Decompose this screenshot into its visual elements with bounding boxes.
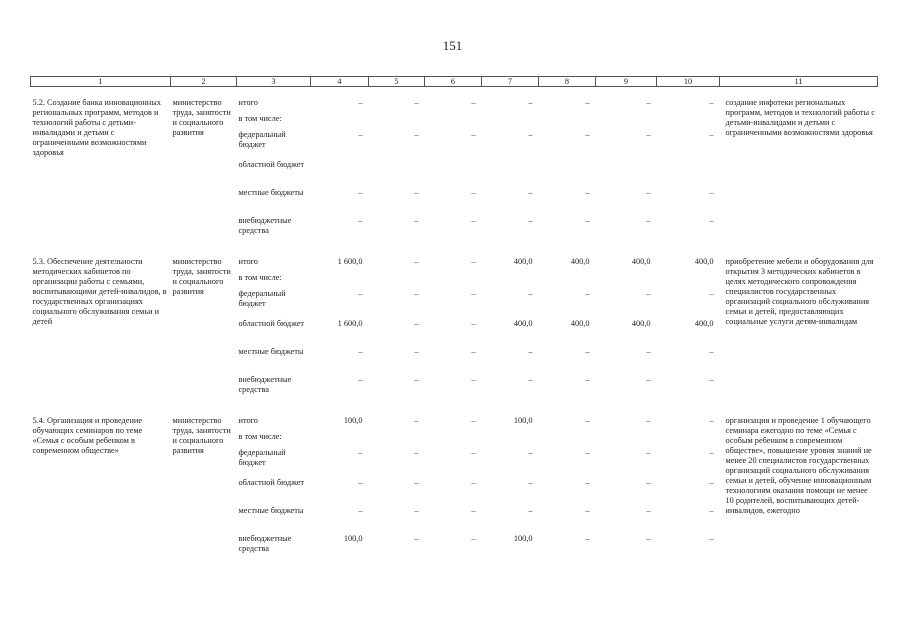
amount-cell <box>369 114 425 130</box>
section-spacer <box>31 246 878 257</box>
funding-source: федеральный бюджет <box>238 289 286 308</box>
amount-cell: – <box>709 130 714 139</box>
amount-cell <box>596 114 657 130</box>
section-spacer <box>31 87 878 99</box>
funding-source: в том числе: <box>238 273 282 282</box>
amount-cell <box>657 273 720 289</box>
amount-cell: – <box>585 506 590 515</box>
amount-cell: – <box>528 289 533 298</box>
funding-source: местные бюджеты <box>238 188 304 197</box>
funding-source: итого <box>238 416 258 425</box>
amount-cell: 400,0 <box>694 319 714 328</box>
amount-cell <box>425 273 482 289</box>
funding-source: внебюджетные средства <box>238 375 292 394</box>
amount-cell: 1 600,0 <box>337 319 363 328</box>
amount-cell <box>539 160 596 188</box>
amount-cell: 400,0 <box>694 257 714 266</box>
amount-cell: – <box>358 216 363 225</box>
executor-cell: министерство труда, занятости и социального развития <box>172 257 231 296</box>
amount-cell: 400,0 <box>513 257 533 266</box>
column-header: 3 <box>237 77 311 87</box>
amount-cell <box>369 273 425 289</box>
table-row <box>31 416 878 432</box>
section-spacer <box>31 405 878 416</box>
amount-cell: – <box>646 216 651 225</box>
amount-cell <box>539 432 596 448</box>
funding-source: областной бюджет <box>238 160 305 169</box>
amount-cell: – <box>709 289 714 298</box>
column-header: 2 <box>171 77 237 87</box>
amount-cell: – <box>646 416 651 425</box>
table-row <box>31 98 878 114</box>
amount-cell: – <box>585 416 590 425</box>
amount-cell <box>596 432 657 448</box>
amount-cell <box>311 114 369 130</box>
amount-cell: – <box>471 416 476 425</box>
amount-cell: – <box>646 478 651 487</box>
amount-cell <box>425 160 482 188</box>
amount-cell: – <box>646 188 651 197</box>
funding-source: федеральный бюджет <box>238 130 286 149</box>
amount-cell: – <box>471 448 476 457</box>
funding-source: областной бюджет <box>238 319 305 328</box>
amount-cell <box>482 432 539 448</box>
table-row <box>31 257 878 273</box>
amount-cell: 400,0 <box>570 257 590 266</box>
amount-cell: – <box>528 347 533 356</box>
amount-cell: – <box>471 216 476 225</box>
amount-cell: – <box>646 534 651 543</box>
amount-cell: – <box>528 98 533 107</box>
amount-cell <box>425 432 482 448</box>
amount-cell: – <box>585 188 590 197</box>
amount-cell: – <box>358 98 363 107</box>
amount-cell: – <box>528 506 533 515</box>
amount-cell: – <box>471 130 476 139</box>
amount-cell: – <box>709 448 714 457</box>
measure-description: 5.2. Создание банка инновационных региональных программ, методов и технологий работы с детьми-инвалидами и детьми с ограниченными возможностями здоровья <box>32 98 161 157</box>
amount-cell: – <box>471 478 476 487</box>
measure-description: 5.3. Обеспечение деятельности методических кабинетов по организации работы с семьями, воспитывающими детей-инвалидов, в государственных организациях социального обслуживания семьи и детей <box>32 257 167 326</box>
amount-cell: – <box>646 98 651 107</box>
amount-cell <box>369 432 425 448</box>
funding-source: внебюджетные средства <box>238 216 292 235</box>
table-header-row <box>31 77 878 87</box>
amount-cell: 100,0 <box>513 416 533 425</box>
amount-cell: – <box>414 98 419 107</box>
amount-cell: – <box>471 188 476 197</box>
executor-cell: министерство труда, занятости и социального развития <box>172 416 231 455</box>
amount-cell: – <box>709 375 714 384</box>
amount-cell: – <box>358 130 363 139</box>
funding-source: местные бюджеты <box>238 506 304 515</box>
column-header: 6 <box>425 77 482 87</box>
amount-cell: – <box>358 375 363 384</box>
amount-cell: – <box>414 534 419 543</box>
amount-cell: – <box>471 289 476 298</box>
amount-cell: – <box>646 506 651 515</box>
amount-cell: 100,0 <box>343 534 363 543</box>
amount-cell: – <box>358 188 363 197</box>
amount-cell: 400,0 <box>631 257 651 266</box>
amount-cell: – <box>414 478 419 487</box>
amount-cell: 400,0 <box>570 319 590 328</box>
funding-source: областной бюджет <box>238 478 305 487</box>
amount-cell <box>539 273 596 289</box>
amount-cell: – <box>471 98 476 107</box>
page-number: 151 <box>442 38 463 53</box>
amount-cell: – <box>646 130 651 139</box>
amount-cell <box>425 114 482 130</box>
amount-cell: – <box>709 188 714 197</box>
amount-cell: – <box>471 534 476 543</box>
measure-description: 5.4. Организация и проведение обучающих семинаров по теме «Семья с особым ребенком в современном обществе» <box>32 416 143 455</box>
amount-cell: – <box>646 375 651 384</box>
amount-cell: – <box>471 257 476 266</box>
amount-cell: – <box>709 478 714 487</box>
amount-cell: – <box>709 506 714 515</box>
amount-cell: – <box>471 375 476 384</box>
amount-cell <box>657 160 720 188</box>
amount-cell: – <box>414 347 419 356</box>
column-header: 8 <box>539 77 596 87</box>
amount-cell: – <box>585 347 590 356</box>
amount-cell: 400,0 <box>631 319 651 328</box>
amount-cell: – <box>471 319 476 328</box>
amount-cell <box>311 432 369 448</box>
column-header: 5 <box>369 77 425 87</box>
amount-cell: – <box>358 478 363 487</box>
column-header: 1 <box>31 77 171 87</box>
amount-cell: – <box>646 289 651 298</box>
amount-cell: – <box>585 289 590 298</box>
amount-cell <box>482 160 539 188</box>
amount-cell: – <box>414 289 419 298</box>
program-table <box>30 76 878 564</box>
amount-cell: – <box>414 130 419 139</box>
column-header: 7 <box>482 77 539 87</box>
executor-cell: министерство труда, занятости и социального развития <box>172 98 231 137</box>
amount-cell: – <box>585 130 590 139</box>
amount-cell: – <box>414 506 419 515</box>
amount-cell <box>482 114 539 130</box>
amount-cell: – <box>709 98 714 107</box>
expected-result: приобретение мебели и оборудования для открытия 3 методических кабинетов в целях методического сопровождения специалистов государственных организаций социального обслуживания семьи и детей, предоставляющих социальные услуги детям-инвалидам <box>725 257 874 326</box>
amount-cell: – <box>585 375 590 384</box>
amount-cell: – <box>414 188 419 197</box>
amount-cell: – <box>528 188 533 197</box>
amount-cell: – <box>358 289 363 298</box>
amount-cell: – <box>358 506 363 515</box>
amount-cell: 100,0 <box>513 534 533 543</box>
amount-cell <box>657 114 720 130</box>
amount-cell: – <box>709 347 714 356</box>
funding-source: итого <box>238 257 258 266</box>
funding-source: в том числе: <box>238 114 282 123</box>
amount-cell <box>369 160 425 188</box>
amount-cell: – <box>414 448 419 457</box>
amount-cell: – <box>471 347 476 356</box>
amount-cell <box>596 160 657 188</box>
funding-source: местные бюджеты <box>238 347 304 356</box>
amount-cell: – <box>709 216 714 225</box>
amount-cell: – <box>528 216 533 225</box>
amount-cell <box>539 114 596 130</box>
amount-cell: – <box>414 416 419 425</box>
amount-cell: – <box>471 506 476 515</box>
amount-cell: 1 600,0 <box>337 257 363 266</box>
amount-cell: – <box>585 478 590 487</box>
amount-cell: – <box>414 375 419 384</box>
amount-cell <box>311 273 369 289</box>
amount-cell: – <box>709 534 714 543</box>
amount-cell: – <box>585 216 590 225</box>
amount-cell <box>482 273 539 289</box>
amount-cell: – <box>414 257 419 266</box>
amount-cell <box>657 432 720 448</box>
amount-cell: – <box>414 319 419 328</box>
amount-cell <box>596 273 657 289</box>
amount-cell: – <box>646 448 651 457</box>
amount-cell: – <box>646 347 651 356</box>
expected-result: создание инфотеки региональных программ, методов и технологий работы с детьми-инвалидами и детьми с ограниченными возможностями здоровья <box>725 98 875 137</box>
amount-cell: 400,0 <box>513 319 533 328</box>
amount-cell <box>311 160 369 188</box>
amount-cell: – <box>528 130 533 139</box>
column-header: 4 <box>311 77 369 87</box>
funding-source: федеральный бюджет <box>238 448 286 467</box>
amount-cell: – <box>414 216 419 225</box>
amount-cell: – <box>528 375 533 384</box>
amount-cell: – <box>585 448 590 457</box>
amount-cell: 100,0 <box>343 416 363 425</box>
funding-source: в том числе: <box>238 432 282 441</box>
amount-cell: – <box>585 98 590 107</box>
funding-source: внебюджетные средства <box>238 534 292 553</box>
amount-cell: – <box>585 534 590 543</box>
amount-cell: – <box>358 448 363 457</box>
amount-cell: – <box>358 347 363 356</box>
column-header: 10 <box>657 77 720 87</box>
amount-cell: – <box>528 478 533 487</box>
column-header: 11 <box>720 77 878 87</box>
amount-cell: – <box>528 448 533 457</box>
funding-source: итого <box>238 98 258 107</box>
column-header: 9 <box>596 77 657 87</box>
amount-cell: – <box>709 416 714 425</box>
expected-result: организация и проведение 1 обучающего семинара ежегодно по теме «Семья с особым ребенком в современном обществе», повышение уровня знаний не менее 20 специалистов государственных организаций социального обслуживания семьи и детей, обучение инновационным технологиям оказания помощи не менее 10 родителей, воспитывающих детей-инвалидов, ежегодно <box>725 416 872 515</box>
